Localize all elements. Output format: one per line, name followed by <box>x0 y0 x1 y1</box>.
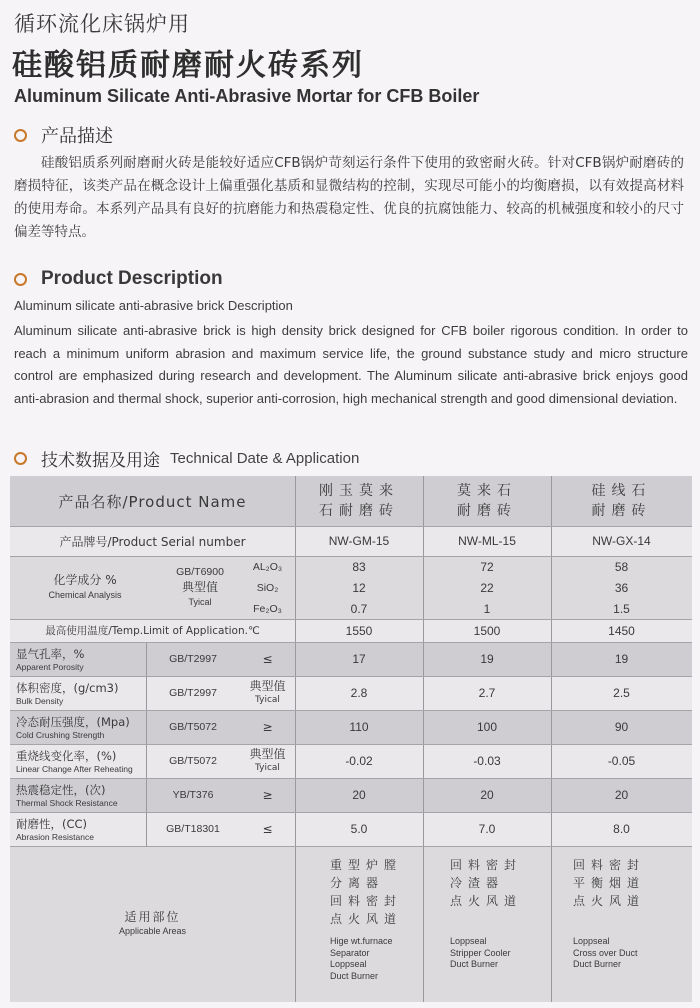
prop-label-cn: 冷态耐压强度，(Mpa) <box>16 715 130 729</box>
prop-label-en: Apparent Porosity <box>16 662 84 672</box>
prop-label <box>16 750 133 776</box>
circle-bullet-icon <box>14 452 27 465</box>
app-area-cn: 分离器 <box>330 876 385 890</box>
prop-value: 17 <box>352 652 366 666</box>
prop-cond <box>240 710 295 744</box>
prop-value: 19 <box>480 652 494 666</box>
app-area-en: Stripper Cooler <box>450 947 511 958</box>
prop-value: 110 <box>349 720 369 734</box>
prop-cond-en: Tyical <box>255 695 280 705</box>
tech-section-heading <box>14 446 359 471</box>
max-temp-value: 1500 <box>473 623 501 638</box>
prop-cond-cn: ≥ <box>262 720 273 734</box>
prop-label-cn: 耐磨性，(CC) <box>16 817 88 831</box>
app-area-cn: 平衡烟道 <box>573 876 646 890</box>
app-area-en: Duct Burner <box>450 959 499 969</box>
product-col-2-header <box>423 476 551 526</box>
prop-label-en: Abrasion Resistance <box>16 832 94 842</box>
app-area-en: Loppseal <box>330 959 367 969</box>
prop-cond-cn: 典型值 <box>249 747 286 761</box>
prop-value: 2.8 <box>350 686 368 700</box>
app-col-1 <box>330 856 422 982</box>
chem-value: 22 <box>480 580 494 595</box>
chem-label-en: Chemical Analysis <box>48 589 122 600</box>
app-area-cn: 回料密封 <box>450 858 523 872</box>
en-section-heading-text: Product Description <box>41 268 223 289</box>
app-area-en: Duct Burner <box>330 970 379 981</box>
app-area-cn: 点火风道 <box>330 912 403 926</box>
prop-std: GB/T2997 <box>169 687 217 699</box>
en-description-title: Aluminum silicate anti-abrasive brick Description <box>14 298 293 313</box>
app-col-2 <box>450 856 550 971</box>
app-label-en: Applicable Areas <box>118 926 187 936</box>
tech-heading-en: Technical Date & Application <box>170 450 360 467</box>
prop-cond <box>240 744 295 778</box>
serial-label: 产品牌号/Product Serial number <box>59 534 246 549</box>
prop-label-en: Bulk Density <box>16 696 64 706</box>
prop-std: GB/T2997 <box>169 653 217 665</box>
chem-std-code: GB/T6900 <box>176 566 224 578</box>
prop-std: GB/T18301 <box>166 823 220 835</box>
prop-value: 2.5 <box>613 686 630 700</box>
product-col-2-line2: 耐磨砖 <box>457 503 517 519</box>
circle-bullet-icon <box>14 129 27 142</box>
app-area-cn: 点火风道 <box>450 894 523 908</box>
cn-description: 硅酸铝质系列耐磨耐火砖是能较好适应CFB锅炉苛刻运行条件下使用的致密耐火砖。针对CFB锅炉耐磨砖的磨损特征，该类产品在概念设计上偏重强化基质和显微结构的控制，实现尽可能小的均衡磨损，以有效提高材料的使用寿命。本系列产品具有良好的抗磨能力和热震稳定性、优良的抗腐蚀能力、较高的机械强度和较小的尺寸偏差等特点。 <box>14 155 684 240</box>
chem-value: 1 <box>483 601 491 616</box>
prop-label-en: Thermal Shock Resistance <box>16 798 118 808</box>
prop-cond-en: Tyical <box>255 763 280 773</box>
serial-value: NW-GX-14 <box>592 534 651 548</box>
prop-value: 19 <box>614 652 629 666</box>
chem-value: 36 <box>614 580 629 595</box>
product-name-header: 产品名称/Product Name <box>58 492 247 511</box>
chem-label <box>10 556 160 619</box>
app-area-cn: 回料密封 <box>330 894 403 908</box>
serial-value: NW-GM-15 <box>328 534 390 548</box>
product-col-1-header <box>295 476 423 526</box>
page-title: 硅酸铝质耐磨耐火砖系列 <box>12 48 364 83</box>
prop-cond <box>240 812 295 846</box>
app-label-cn: 适用部位 <box>124 910 181 924</box>
serial-value: NW-ML-15 <box>458 534 516 548</box>
prop-value: 20 <box>352 788 366 802</box>
tech-data-table <box>10 476 692 1002</box>
prop-cond <box>240 778 295 812</box>
prop-cond-cn: ≤ <box>262 652 273 666</box>
chem-formula: SiO₂ <box>256 581 279 594</box>
app-area-en: Loppseal <box>573 936 610 946</box>
subtitle: 循环流化床锅炉用 <box>14 12 190 36</box>
chem-value: 83 <box>352 559 366 574</box>
product-col-3-line1: 硅线石 <box>591 483 652 499</box>
product-col-1-line1: 刚玉莫来 <box>319 483 399 499</box>
prop-value: 2.7 <box>478 686 496 700</box>
product-col-2-line1: 莫来石 <box>457 483 517 499</box>
circle-bullet-icon <box>14 273 27 286</box>
chem-formula: AL₂O₃ <box>252 560 283 573</box>
prop-label-en: Linear Change After Reheating <box>16 764 133 774</box>
prop-label-en: Cold Crushing Strength <box>16 730 105 740</box>
prop-cond-cn: ≤ <box>262 822 273 836</box>
app-area-en: Loppseal <box>450 936 487 946</box>
prop-cond-cn: ≥ <box>262 788 273 802</box>
prop-cond <box>240 676 295 710</box>
app-area-en: Duct Burner <box>573 959 622 969</box>
prop-value: 20 <box>614 788 629 802</box>
prop-std: YB/T376 <box>172 789 214 801</box>
prop-label-cn: 显气孔率，% <box>16 647 85 661</box>
app-area-cn: 点火风道 <box>573 894 646 908</box>
prop-value: -0.03 <box>473 754 501 768</box>
chem-value: 12 <box>352 580 366 595</box>
max-temp-value: 1550 <box>345 623 373 638</box>
prop-value: -0.05 <box>607 754 636 768</box>
app-col-3 <box>573 856 683 971</box>
product-col-1-line2: 石耐磨砖 <box>319 503 399 519</box>
prop-std: GB/T5072 <box>169 755 217 767</box>
prop-label <box>16 818 94 844</box>
prop-value: 5.0 <box>350 822 368 836</box>
product-col-3-header <box>551 476 692 526</box>
max-temp-value: 1450 <box>608 623 635 638</box>
chem-value: 1.5 <box>613 601 630 616</box>
cn-section-heading <box>14 122 113 148</box>
tech-heading-cn: 技术数据及用途 <box>41 451 160 471</box>
max-temp-label: 最高使用温度/Temp.Limit of Application.℃ <box>45 625 260 637</box>
prop-label-cn: 重烧线变化率，(%) <box>16 749 117 763</box>
app-area-cn: 重型炉膛 <box>330 858 403 872</box>
chem-typ-en: Tyical <box>188 597 212 607</box>
prop-label <box>16 716 130 742</box>
chem-std <box>160 556 240 619</box>
prop-label <box>16 784 118 810</box>
prop-value: 8.0 <box>613 822 630 836</box>
chem-value: 72 <box>480 559 494 574</box>
en-section-heading <box>14 268 223 290</box>
en-description: Aluminum silicate anti-abrasive brick is high density brick designed for CFB boiler rigorous condition. In order to reach a minimum uniform abrasion and maximum service life, the ground substance study and micro structure control are emphasized during research and development. The Aluminum silicate anti-abrasive brick enjoys good anti-abrasion and thermal shock, superior anti-corrosion, high mechanical strength and good dimensional deviation. <box>14 323 688 406</box>
prop-label <box>16 648 84 674</box>
prop-std: GB/T5072 <box>169 721 217 733</box>
prop-label-cn: 热震稳定性，(次) <box>16 783 106 797</box>
prop-cond-cn: 典型值 <box>249 679 286 693</box>
chem-label-cn: 化学成分 % <box>53 572 117 587</box>
prop-value: -0.02 <box>345 754 373 768</box>
chem-value: 58 <box>614 559 629 574</box>
chem-typ-cn: 典型值 <box>181 580 218 594</box>
prop-cond <box>240 642 295 676</box>
prop-label-cn: 体积密度，(g/cm3) <box>16 681 119 695</box>
app-area-cn: 回料密封 <box>573 858 646 872</box>
prop-value: 90 <box>614 720 629 734</box>
page-title-en: Aluminum Silicate Anti-Abrasive Mortar for CFB Boiler <box>14 86 480 106</box>
app-area-en: Hige wt.furnace <box>330 936 393 946</box>
product-col-3-line2: 耐磨砖 <box>591 503 652 519</box>
prop-value: 20 <box>480 788 494 802</box>
app-label <box>10 846 295 1002</box>
prop-label <box>16 682 119 708</box>
app-area-en: Cross over Duct <box>573 947 638 958</box>
prop-value: 7.0 <box>478 822 496 836</box>
chem-formula: Fe₂O₃ <box>253 602 282 615</box>
cn-section-heading-text: 产品描述 <box>41 126 113 147</box>
prop-value: 100 <box>476 720 498 734</box>
app-area-cn: 冷渣器 <box>450 876 505 890</box>
chem-value: 0.7 <box>350 601 368 616</box>
app-area-en: Separator <box>330 947 370 958</box>
